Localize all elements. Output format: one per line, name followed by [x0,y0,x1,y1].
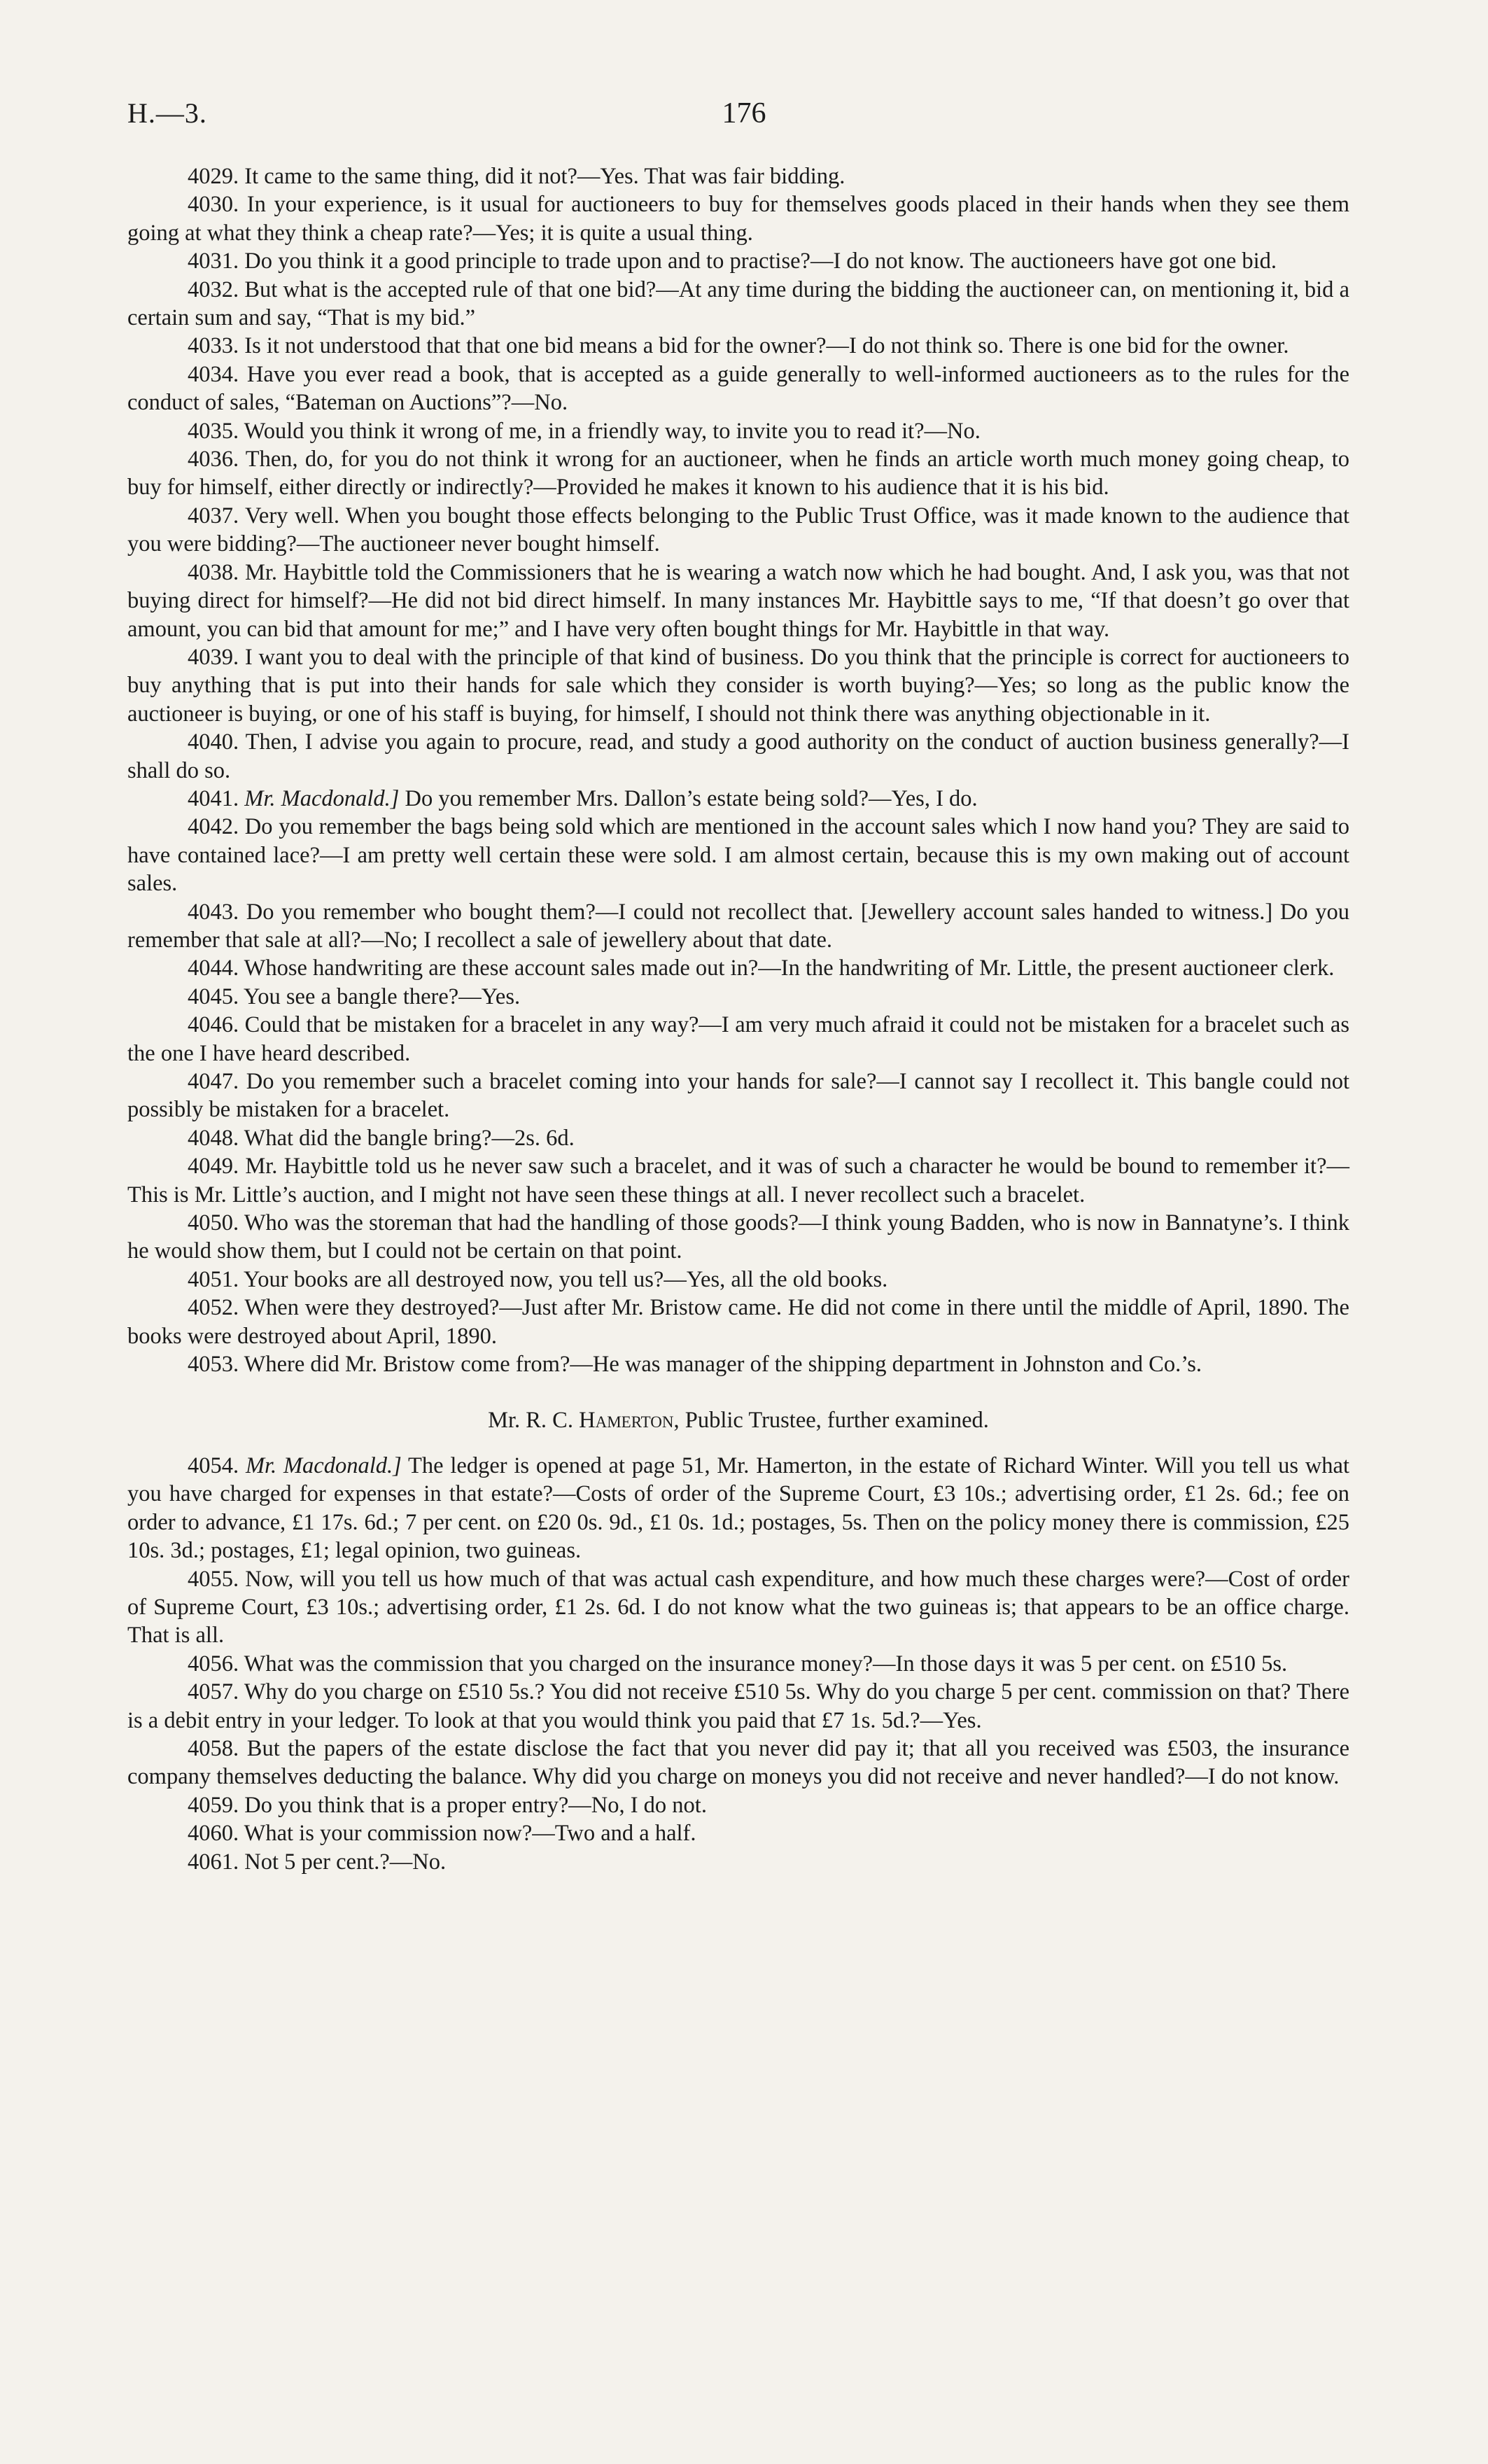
paragraph-text: Mr. Haybittle told the Commissioners that he is wearing a watch now which he had bought. And, I ask you, was that not buying direct for himself?—He did not bid direct himself. In many instances Mr. Haybittle says to me, “If that doesn’t go over that amount, you can bid that amount for me;” and I have very often bought things for Mr. Haybittle in that way. [127,559,1349,642]
document-body [127,162,1349,1876]
question-paragraph [127,1152,1349,1209]
report-reference: H.—3. [127,97,207,129]
question-paragraph [127,983,1349,1011]
paragraph-number: 4056. [188,1651,239,1676]
paragraph-number: 4044. [188,955,239,981]
paragraph-text: Whose handwriting are these account sales made out in?—In the handwriting of Mr. Little, the present auctioneer clerk. [244,955,1335,981]
paragraph-number: 4036. [188,447,239,472]
page-number: 176 [722,97,766,130]
question-paragraph [127,360,1349,417]
question-paragraph [127,813,1349,897]
paragraph-number: 4047. [188,1069,239,1094]
paragraph-text: Then, do, for you do not think it wrong for an auctioneer, when he finds an article worth much money going cheap, to buy for himself, either directly or indirectly?—Provided he makes it known to his audience that it is his bid. [127,447,1349,500]
paragraph-number: 4046. [188,1012,239,1038]
paragraph-text: Do you remember who bought them?—I could not recollect that. [Jewellery account sales handed to witness.] Do you remember that sale at all?—No; I recollect a sale of jewellery about that date. [127,899,1350,953]
paragraph-number: 4058. [188,1735,239,1761]
question-paragraph [127,1848,1349,1876]
paragraph-number: 4030. [188,192,239,218]
paragraph-number: 4052. [188,1295,239,1321]
paragraph-number: 4037. [188,503,239,528]
paragraph-text: What was the commission that you charged on the insurance money?—In those days it was 5 per cent. on £510 5s. [244,1651,1288,1676]
paragraph-text: Do you think it a good principle to trade upon and to practise?—I do not know. The auctioneers have got one bid. [244,248,1277,274]
question-paragraph [127,1565,1349,1650]
paragraph-text: Do you think that is a proper entry?—No, I do not. [244,1792,707,1818]
paragraph-number: 4029. [188,164,239,189]
paragraph-text: You see a bangle there?—Yes. [244,983,521,1009]
question-paragraph [127,247,1349,275]
question-paragraph [127,502,1349,559]
question-paragraph [127,1819,1349,1847]
paragraph-number: 4032. [188,276,239,302]
question-paragraph [127,1068,1349,1124]
question-paragraph [127,1124,1349,1152]
question-paragraph [127,954,1349,982]
paragraph-number: 4057. [188,1679,239,1705]
paragraph-number: 4061. [188,1849,239,1875]
speaker-label: Mr. Macdonald.] [244,785,400,811]
paragraph-text: In your experience, is it usual for auctioneers to buy for themselves goods placed in their hands when they see them going at what they think a cheap rate?—Yes; it is quite a usual thing. [127,192,1350,246]
paragraph-number: 4059. [188,1792,239,1818]
paragraph-number: 4049. [188,1154,239,1180]
paragraph-text: Then, I advise you again to procure, read, and study a good authority on the conduct of auction business generally?—I shall do so. [127,729,1350,783]
paragraph-number: 4060. [188,1821,239,1847]
question-paragraph [127,898,1349,955]
paragraph-text: Why do you charge on £510 5s.? You did not receive £510 5s. Why do you charge 5 per cent. commission on that? There is a debit entry in your ledger. To look at that you would think you paid that £7 1s. 5d.?—Yes. [127,1679,1349,1733]
paragraph-text: Not 5 per cent.?—No. [244,1849,447,1875]
questions-group-b [127,813,1349,1378]
paragraph-text: But what is the accepted rule of that one bid?—At any time during the bidding the auctioneer can, on mentioning it, bid a certain sum and say, “That is my bid.” [127,276,1350,331]
paragraph-text: Is it not understood that that one bid means a bid for the owner?—I do not think so. There is one bid for the owner. [244,333,1289,359]
paragraph-text: What is your commission now?—Two and a half. [244,1821,696,1847]
question-paragraph [127,1209,1349,1266]
paragraph-text: What did the bangle bring?—2s. 6d. [244,1125,575,1151]
question-paragraph [127,728,1349,785]
paragraph-number: 4054. [188,1452,239,1478]
paragraph-number: 4039. [188,644,239,670]
paragraph-text: Could that be mistaken for a bracelet in any way?—I am very much afraid it could not be mistaken for a bracelet such as the one I have heard described. [127,1012,1349,1066]
question-paragraph [127,1735,1349,1791]
paragraph-4054 [127,1452,1349,1565]
question-paragraph [127,1650,1349,1678]
paragraph-text: Would you think it wrong of me, in a friendly way, to invite you to read it?—No. [244,418,981,444]
paragraph-number: 4055. [188,1566,239,1592]
question-paragraph [127,643,1349,728]
question-paragraph [127,1011,1349,1068]
paragraph-number: 4034. [188,361,239,387]
question-paragraph [127,417,1349,445]
paragraph-number: 4050. [188,1210,239,1236]
question-paragraph [127,162,1349,190]
paragraph-number: 4045. [188,983,239,1009]
questions-group-a [127,162,1349,785]
paragraph-number: 4053. [188,1352,239,1378]
paragraph-text: Mr. Haybittle told us he never saw such a bracelet, and it was of such a character he would be bound to remember it?—This is Mr. Little’s auction, and I might not have seen these things at all. I never recollect such a bracelet. [127,1154,1350,1208]
question-paragraph [127,1791,1349,1819]
paragraph-text: Very well. When you bought those effects belonging to the Public Trust Office, was it made known to the audience that you were bidding?—The auctioneer never bought himself. [127,503,1349,557]
question-paragraph [127,1350,1349,1378]
paragraph-text: The ledger is opened at page 51, Mr. Hamerton, in the estate of Richard Winter. Will you tell us what you have charged for expenses in that estate?—Costs of order of the Supreme Court, £3 10s.; advertising order, £1 2s. 6d.; fee on order to advance, £1 17s. 6d.; 7 per cent. on £20 0s. 9d., £1 0s. 1d.; postages, 5s. Then on the policy money there is commission, £25 10s. 3d.; postages, £1; legal opinion, two guineas. [127,1452,1350,1564]
paragraph-text: When were they destroyed?—Just after Mr. Bristow came. He did not come in there until the middle of April, 1890. The books were destroyed about April, 1890. [127,1295,1349,1349]
paragraph-number: 4042. [188,814,239,840]
paragraph-text: But the papers of the estate disclose the fact that you never did pay it; that all you received was £503, the insurance company themselves deducting the balance. Why did you charge on moneys you did not receive and never handled?—I do not know. [127,1735,1349,1790]
paragraph-text: Have you ever read a book, that is accepted as a guide generally to well-informed auctioneers as to the rules for the conduct of sales, “Bateman on Auctions”?—No. [127,361,1350,416]
paragraph-text: It came to the same thing, did it not?—Yes. That was fair bidding. [244,164,845,189]
paragraph-number: 4051. [188,1266,239,1292]
question-paragraph [127,1294,1349,1350]
witness-name: Hamerton [579,1408,674,1434]
question-paragraph [127,190,1349,247]
question-paragraph [127,276,1349,332]
questions-group-c [127,1565,1349,1876]
paragraph-number: 4040. [188,729,239,755]
paragraph-text: Where did Mr. Bristow come from?—He was manager of the shipping department in Johnston and Co.’s. [244,1352,1202,1378]
speaker-label: Mr. Macdonald.] [245,1452,402,1478]
paragraph-number: 4041. [188,785,239,811]
question-paragraph [127,445,1349,502]
section-heading: Mr. R. C. Hamerton, Public Trustee, further examined. [488,1408,989,1434]
paragraph-number: 4033. [188,333,239,359]
paragraph-number: 4035. [188,418,239,444]
paragraph-text: Do you remember such a bracelet coming into your hands for sale?—I cannot say I recollect it. This bangle could not possibly be mistaken for a bracelet. [127,1069,1349,1123]
paragraph-text: Do you remember Mrs. Dallon’s estate being sold?—Yes, I do. [405,785,978,811]
paragraph-text: Now, will you tell us how much of that was actual cash expenditure, and how much these charges were?—Cost of order of Supreme Court, £3 10s.; advertising order, £1 2s. 6d. I do not know what the two guineas is; that appears to be an office charge. That is all. [127,1566,1350,1648]
question-paragraph [127,1678,1349,1735]
paragraph-text: Do you remember the bags being sold which are mentioned in the account sales which I now hand you? They are said to have contained lace?—I am pretty well certain these were sold. I am almost certain, because this is my own making out of account sales. [127,814,1349,897]
paragraph-text: I want you to deal with the principle of that kind of business. Do you think that the principle is correct for auctioneers to buy anything that is put into their hands for sale which they consider is worth buying?—Yes; so long as the public know the auctioneer is buying, or one of his staff is buying, for himself, I should not think there was anything objectionable in it. [127,644,1349,727]
paragraph-4041 [127,785,1349,813]
paragraph-number: 4038. [188,559,239,585]
paragraph-number: 4048. [188,1125,239,1151]
paragraph-number: 4043. [188,899,239,925]
paragraph-text: Your books are all destroyed now, you tell us?—Yes, all the old books. [244,1266,888,1292]
paragraph-text: Who was the storeman that had the handling of those goods?—I think young Badden, who is now in Bannatyne’s. I think he would show them, but I could not be certain on that point. [127,1210,1349,1264]
paragraph-number: 4031. [188,248,239,274]
question-paragraph [127,1266,1349,1294]
question-paragraph [127,559,1349,643]
question-paragraph [127,332,1349,360]
